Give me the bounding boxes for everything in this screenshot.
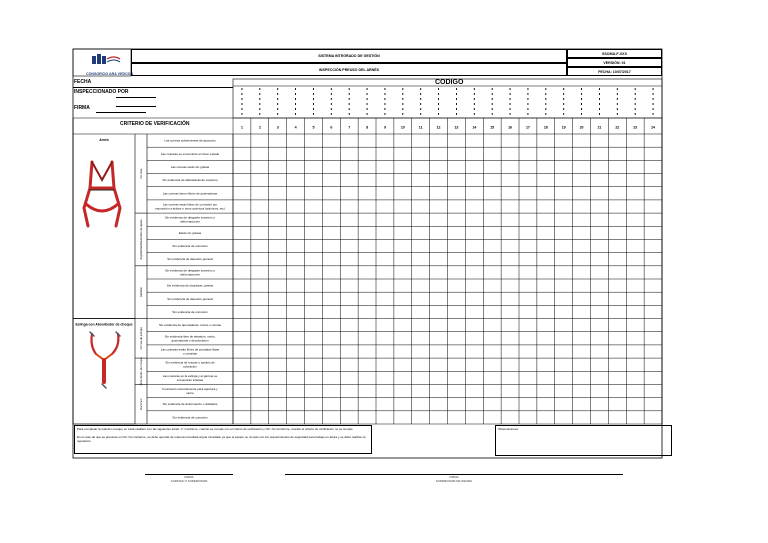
column-number: 6 xyxy=(330,125,333,130)
document-date: FECHA: 10/07/2017 xyxy=(567,67,662,76)
group-label: Argolla/Hebillas/anillos de ajuste xyxy=(139,219,144,260)
firma-label: FIRMA xyxy=(74,105,90,111)
section-label: Eslinga con Absorbedor de choque xyxy=(75,322,133,327)
signature-ssoma[interactable] xyxy=(285,474,623,483)
fecha-label: FECHA xyxy=(74,79,92,85)
criterion-text: Sin evidencia de roturas o cambio de xyxy=(165,360,215,365)
column-number: 18 xyxy=(543,125,548,130)
column-number: 19 xyxy=(561,125,566,130)
criterion-text: Las costuras están libres de puntadas flojas xyxy=(160,347,220,352)
criterion-text: Sin evidencia de deterioro general xyxy=(167,257,213,262)
criterion-text: Funcionan correctamente para apertura y xyxy=(162,387,218,392)
criterion-text: coloración xyxy=(183,364,197,369)
observaciones-label: Observaciones: xyxy=(498,427,519,431)
group-label: Hebillas xyxy=(139,287,144,298)
column-number: 22 xyxy=(615,125,620,130)
criterion-text: Sin evidencia de quemaduras, cortes o roturas xyxy=(158,323,222,328)
criterion-text: Las correas están libres de corrosión por xyxy=(162,202,218,207)
column-number: 3 xyxy=(276,125,279,130)
criterion-text: Las costuras en la eslinga y el garrote se xyxy=(162,373,218,378)
criterio-label: CRITERIO DE VERIFICACIÓN xyxy=(120,121,190,127)
legend-line-1: Para completar la relación marque en cada casillero con las siguientes letras: C: Conforme, cuando se cumple con el criterio de verificación y NC: No Conforme, cuando el criterio de verificación no se cumple. xyxy=(77,427,354,431)
document-title: INSPECCIÓN PREUSO DEL ARNÉS xyxy=(131,63,567,76)
criterion-text: Sin evidencia de corrosión xyxy=(172,244,208,249)
criterion-text: Las correas están sin grietas xyxy=(170,164,210,169)
column-number: 7 xyxy=(348,125,351,130)
group-label: Correa de eslinga xyxy=(139,327,144,350)
column-number: 11 xyxy=(418,125,423,130)
group-label: Absorbedor de choque xyxy=(139,357,144,386)
column-number: 24 xyxy=(651,125,656,130)
column-number: 2 xyxy=(258,125,261,130)
criterion-text: Las correas tienen libres de quemaduras xyxy=(162,191,218,196)
codigo-box xyxy=(233,79,662,118)
observaciones-box[interactable] xyxy=(495,425,672,456)
criterion-text: exposición a ácidos u otros químicos (químicos, etc) xyxy=(155,206,225,211)
column-number: 21 xyxy=(597,125,602,130)
page-border xyxy=(73,49,662,458)
company-name: CONSORCIO ARA VEDCON xyxy=(86,72,134,76)
column-number: 13 xyxy=(454,125,459,130)
signature-supervisor[interactable] xyxy=(145,474,233,483)
column-number: 10 xyxy=(400,125,405,130)
criterion-text: Sin evidencia de desgaste excesivo o xyxy=(164,268,216,273)
column-number: 9 xyxy=(383,125,386,130)
criterion-text: Sin evidencia de deformación o doblados xyxy=(162,402,218,407)
criterion-text: Sin evidencia de corrosión xyxy=(172,309,208,314)
criterion-text: Sin evidencia libre de abrasión, moho, xyxy=(164,334,216,339)
criterion-text: Sin evidencia de corrosión xyxy=(172,415,208,420)
signature-role-1: CAPATAZ O SUPERVISOR xyxy=(170,479,208,483)
criterion-text: Las costuras se encuentran en buen estado xyxy=(160,151,220,156)
column-number: 4 xyxy=(294,125,297,130)
codigo-label: CODIGO xyxy=(435,79,464,86)
column-number: 1 xyxy=(240,125,243,130)
criterion-text: cierre xyxy=(186,391,194,396)
group-label: Ganchos xyxy=(139,398,144,410)
document-version: VERSIÓN: 01 xyxy=(567,58,662,67)
column-number: 14 xyxy=(472,125,477,130)
inspeccionado-label: INSPECCIONADO POR xyxy=(74,89,129,95)
criterion-text: o cortadas xyxy=(182,351,198,356)
column-number: 15 xyxy=(490,125,495,130)
section-label: Arnés xyxy=(99,138,109,142)
criterion-text: quemaduras o decoloración xyxy=(171,338,209,343)
document-code: SSOMA-F-XXX xyxy=(567,49,662,58)
criterion-text: Sin evidencia de deterioro general xyxy=(167,296,213,301)
lanyard-icon xyxy=(90,332,120,388)
column-number: 8 xyxy=(366,125,369,130)
criterion-text: Están sin grietas xyxy=(178,230,202,235)
column-number: 20 xyxy=(579,125,584,130)
signature-line-2: FIRMA xyxy=(449,475,459,479)
criterion-text: deformaciones xyxy=(180,219,200,224)
column-number: 16 xyxy=(508,125,513,130)
signature-role-2: SUPERVISOR DE SSOMA xyxy=(435,479,473,483)
column-number: 12 xyxy=(436,125,441,130)
column-number: 5 xyxy=(312,125,315,130)
column-number: 23 xyxy=(633,125,638,130)
legend-line-2: En el caso de que se presente un NC: No conforme, se debe reportar de manera inmediata al jefe inmediato ya que el equipo no cumple con los requerimientos de seguridad para trabajo en altura y se debe realizar su reposición. xyxy=(77,435,366,443)
criterion-text: Sin evidencia de picaduras, grietas xyxy=(166,283,214,288)
column-number: 17 xyxy=(525,125,530,130)
criterion-text: encuentran intactas xyxy=(176,377,204,382)
group-label: Correas xyxy=(139,168,144,179)
system-title: SISTEMA INTEGRADO DE GESTIÓN xyxy=(131,49,567,63)
criterion-text: Sin evidencia de desgaste excesivo o xyxy=(164,215,216,220)
criterion-text: Sin evidencia de ablandamiento excesivo xyxy=(162,178,218,183)
logo-cell xyxy=(73,49,134,76)
signature-line-1: FIRMA xyxy=(184,475,194,479)
criterion-text: deformaciones xyxy=(180,272,200,277)
harness-icon xyxy=(84,162,120,226)
criterion-text: Las correas subterráneas de apoyo/os xyxy=(164,138,216,143)
legend-box xyxy=(74,425,372,454)
